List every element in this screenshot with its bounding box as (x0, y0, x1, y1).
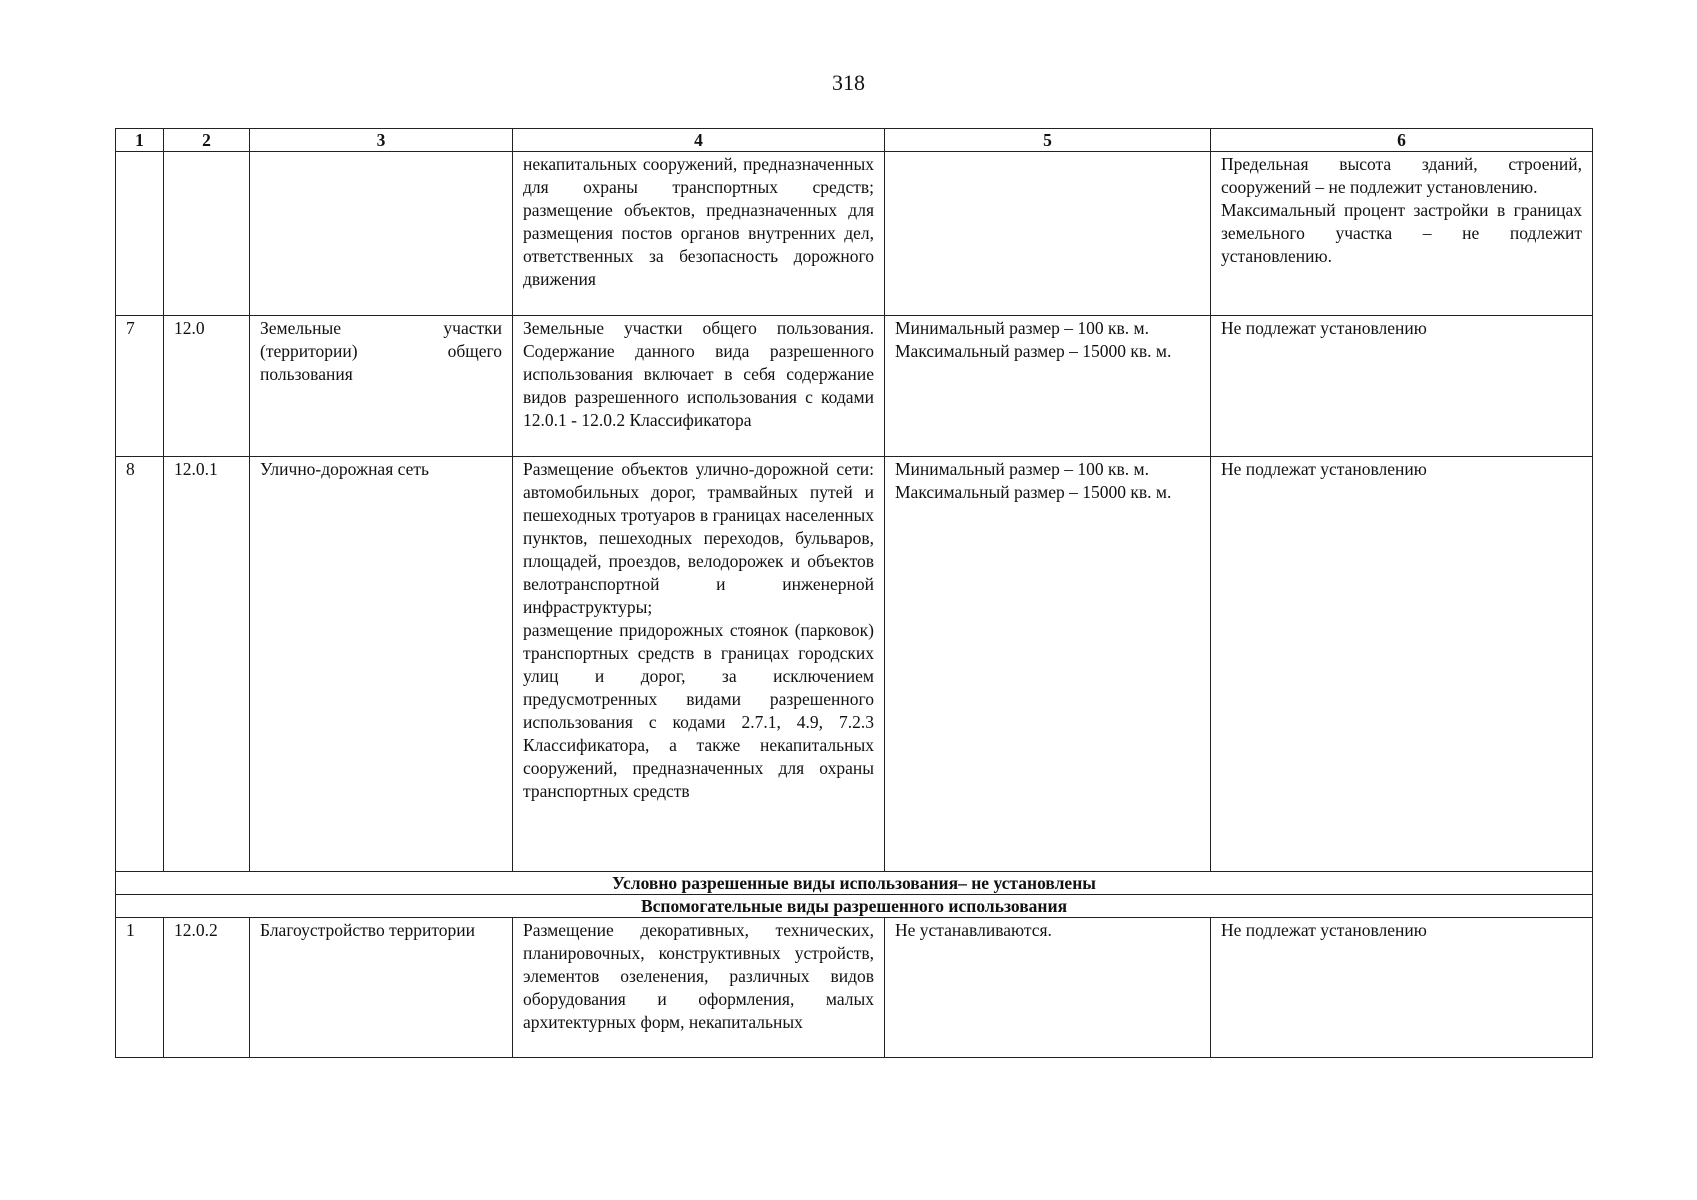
size-line: Не устанавливаются. (895, 920, 1052, 940)
description-part: Размещение объектов улично-дорожной сети: автомобильных дорог, трамвайных путей и пешеходных тротуаров в границах населенных пунктов, пешеходных переходов, бульваров, площадей, проездов, велодорожек и объектов велотранспортной и инженерной инфраструктуры; (523, 459, 874, 617)
table-row (116, 152, 1593, 316)
row-limits (1211, 316, 1593, 457)
column-header-5: 5 (885, 129, 1211, 152)
section-header-auxiliary (116, 895, 1593, 918)
size-line: Минимальный размер – 100 кв. м. (895, 318, 1149, 338)
row-name (250, 152, 513, 316)
row-sizes (885, 918, 1211, 1058)
column-header-6: 6 (1211, 129, 1593, 152)
table-row (116, 316, 1593, 457)
limit-line: Не подлежат установлению (1221, 920, 1427, 940)
table-row (116, 457, 1593, 872)
row-limits (1211, 152, 1593, 316)
limit-line: Не подлежат установлению (1221, 318, 1427, 338)
row-limits (1211, 457, 1593, 872)
row-description: Земельные участки общего пользования. Содержание данного вида разрешенного использования включает в себя содержание видов разрешенного использования с кодами 12.0.1 - 12.0.2 Классификатора (513, 316, 885, 457)
row-number (116, 152, 164, 316)
row-number: 1 (116, 918, 164, 1058)
row-code (164, 152, 250, 316)
row-number: 8 (116, 457, 164, 872)
row-name: Улично-дорожная сеть (250, 457, 513, 872)
land-use-table (115, 128, 1593, 1058)
row-sizes (885, 457, 1211, 872)
size-line: Минимальный размер – 100 кв. м. (895, 459, 1149, 479)
column-number-header (116, 129, 1593, 152)
row-sizes (885, 316, 1211, 457)
page-number: 318 (832, 70, 865, 95)
row-description: некапитальных сооружений, предназначенных для охраны транспортных средств; размещение объектов, предназначенных для размещения постов органов внутренних дел, ответственных за безопасность дорожного движения (513, 152, 885, 316)
row-description: Размещение декоративных, технических, планировочных, конструктивных устройств, элементов озеленения, различных видов оборудования и оформления, малых архитектурных форм, некапитальных (513, 918, 885, 1058)
limit-line: Предельная высота зданий, строений, сооружений – не подлежит установлению. (1221, 154, 1582, 197)
row-sizes (885, 152, 1211, 316)
row-name: Земельные участки (территории) общего пользования (250, 316, 513, 457)
column-header-3: 3 (250, 129, 513, 152)
limit-line: Максимальный процент застройки в границах земельного участка – не подлежит установлению. (1221, 200, 1582, 266)
size-line: Максимальный размер – 15000 кв. м. (895, 341, 1172, 361)
row-description (513, 457, 885, 872)
section-title: Вспомогательные виды разрешенного использования (116, 895, 1593, 918)
column-header-1: 1 (116, 129, 164, 152)
section-title: Условно разрешенные виды использования– не установлены (116, 872, 1593, 895)
row-number: 7 (116, 316, 164, 457)
row-name: Благоустройство территории (250, 918, 513, 1058)
section-header-conditional (116, 872, 1593, 895)
column-header-4: 4 (513, 129, 885, 152)
size-line: Максимальный размер – 15000 кв. м. (895, 482, 1172, 502)
limit-line: Не подлежат установлению (1221, 459, 1427, 479)
table-row (116, 918, 1593, 1058)
description-part: размещение придорожных стоянок (парковок) транспортных средств в границах городских улиц и дорог, за исключением предусмотренных видами разрешенного использования с кодами 2.7.1, 4.9, 7.2.3 Классификатора, а также некапитальных сооружений, предназначенных для охраны транспортных средств (523, 620, 874, 801)
row-code: 12.0.2 (164, 918, 250, 1058)
row-limits (1211, 918, 1593, 1058)
column-header-2: 2 (164, 129, 250, 152)
row-code: 12.0.1 (164, 457, 250, 872)
row-code: 12.0 (164, 316, 250, 457)
